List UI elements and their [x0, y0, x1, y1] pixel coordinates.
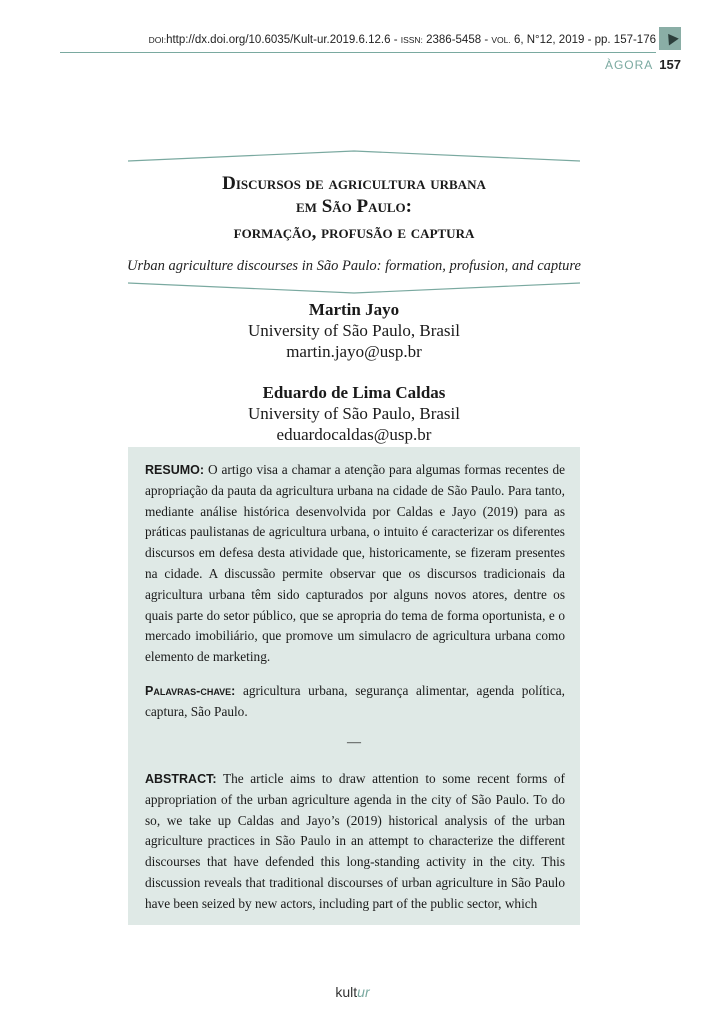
section-separator: — [347, 735, 361, 750]
abstract-text: The article aims to draw attention to some recent forms of appropriation of the urban agriculture agenda in the city of São Paulo. To do so, we take up Caldas and Jayo’s (2019) historical analysis of the urban agriculture practices in São Paulo in an attempt to characterize the different discourses that have defended this long-standing activity in the city. This discussion reveals that traditional discourses of urban agriculture in São Paulo have been seized by new actors, including part of the public sector, which [145, 771, 565, 911]
issn-label: ISSN: [400, 35, 423, 45]
doi-link[interactable]: http://dx.doi.org/10.6035/Kult-ur.2019.6.12.6 [166, 34, 391, 46]
article-title [128, 172, 580, 244]
author-affiliation: University of São Paulo, Brasil [247, 321, 460, 340]
journal-logo [0, 984, 705, 1000]
abstract-paragraph [145, 769, 565, 915]
title-line-1: Discursos de agricultura urbana [222, 173, 486, 194]
section-name: ÀGORA [604, 58, 654, 72]
corner-tab-icon [659, 27, 681, 50]
doi-label: DOI: [148, 35, 167, 45]
author-name: Eduardo de Lima Caldas [262, 383, 446, 402]
keywords-text: agricultura urbana, segurança alimentar, agenda política, captura, São Paulo. [145, 683, 565, 719]
resumo-text: O artigo visa a chamar a atenção para algumas formas recentes de apropriação da pauta da agricultura urbana na cidade de São Paulo. Para tanto, mediante análise histórica desenvolvida por Caldas e Jayo (2019) para as práticas paulistanas de agricultura urbana, o intuito é caracterizar os diferentes discursos em defesa desta atividade que, historicamente, se fizeram presentes na cidade. A discussão permite observar que os discursos tradicionais da agricultura urbana têm sido capturados por alguns novos atores, dentre os quais parte do setor público, que se apropria do tema de forma oportunista, e o mercado imobiliário, que promove um simulacro de agricultura urbana como elemento de marketing. [145, 462, 565, 665]
author-affiliation: University of São Paulo, Brasil [247, 404, 460, 423]
abstract-label: ABSTRACT: [145, 772, 217, 786]
doi-header: DOI:http://dx.doi.org/10.6035/Kult-ur.2019.6.12.6 - ISSN: 2386-5458 - VOL. 6, N°12, 2019 - pp. 157-176 [60, 30, 656, 53]
resumo-paragraph [145, 460, 565, 668]
author-name: Martin Jayo [308, 300, 400, 319]
logo-prefix: kult [335, 984, 358, 1000]
title-top-rule [128, 150, 580, 162]
title-bottom-rule [128, 282, 580, 294]
logo-suffix: ur [357, 984, 370, 1000]
keywords-label: Palavras-chave: [145, 684, 236, 698]
author-block [128, 299, 580, 362]
author-email[interactable]: eduardocaldas@usp.br [276, 425, 432, 444]
page-number: 157 [659, 57, 681, 72]
keywords-paragraph [145, 681, 565, 723]
vol-value: 6, N°12, 2019 - pp. 157-176 [513, 34, 656, 46]
vol-label: VOL. [491, 35, 511, 45]
title-line-2: em São Paulo: [296, 196, 412, 217]
title-line-3: formação, profusão e captura [233, 222, 475, 243]
article-subtitle: Urban agriculture discourses in São Paulo: formation, profusion, and capture [127, 258, 581, 274]
author-email[interactable]: martin.jayo@usp.br [286, 342, 422, 361]
author-block [128, 382, 580, 445]
running-head [605, 57, 681, 72]
issn-value: 2386-5458 [426, 34, 482, 46]
resumo-label: RESUMO: [145, 463, 205, 477]
